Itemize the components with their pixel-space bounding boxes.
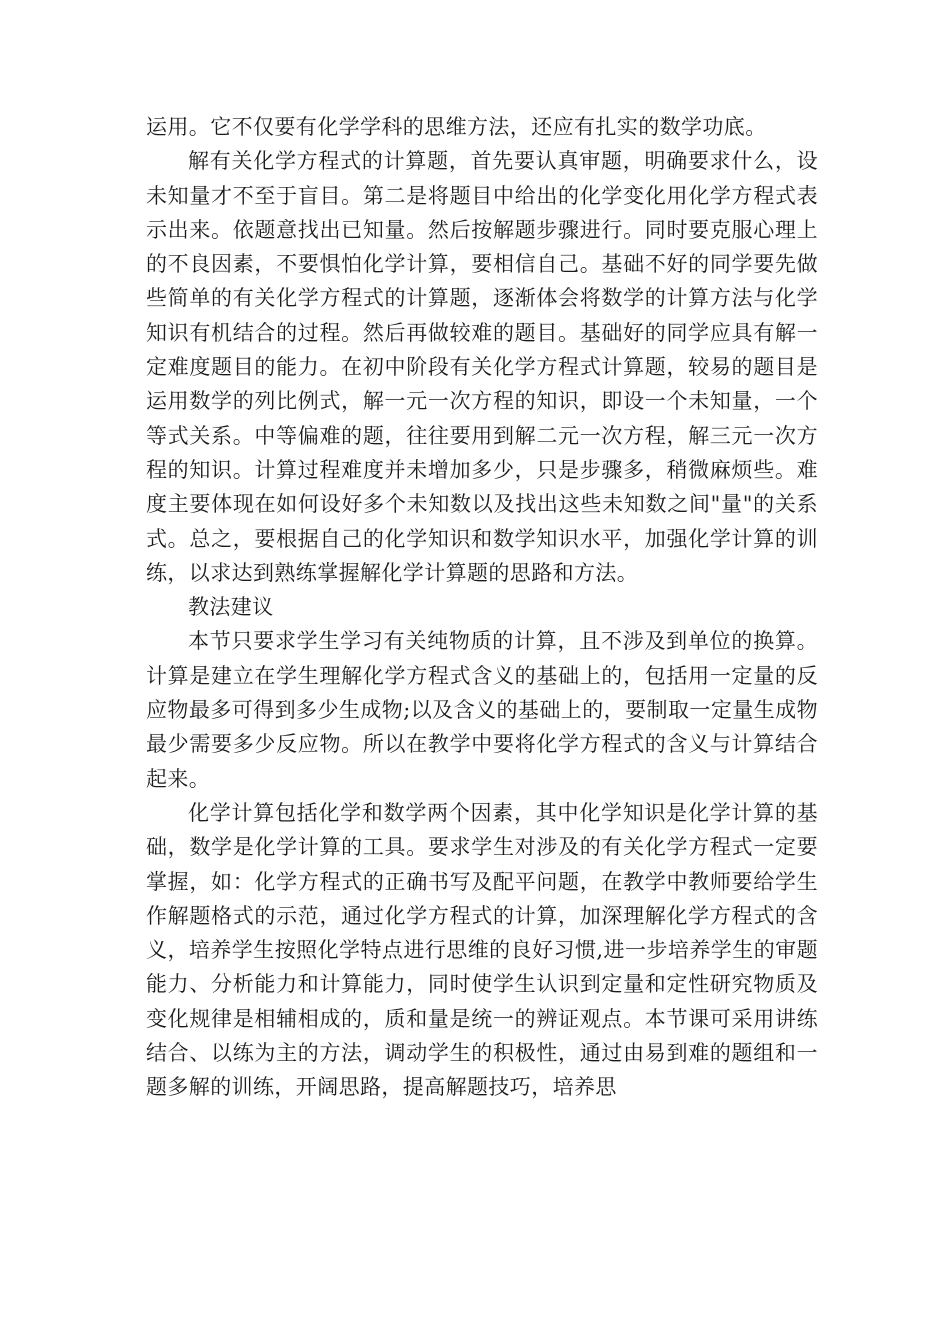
paragraph-chemistry-and-math: 化学计算包括化学和数学两个因素，其中化学知识是化学计算的基础，数学是化学计算的工具。要求学生对涉及的有关化学方程式一定要掌握，如：化学方程式的正确书写及配平问题，在教学中教师要给学生作解题格式的示范，通过化学方程式的计算，加深理解化学方程式的含义，培养学生按照化学特点进行思维的良好习惯,进一步培养学生的审题能力、分析能力和计算能力，同时使学生认识到定量和定性研究物质及变化规律是相辅相成的，质和量是统一的辨证观点。本节课可采用讲练结合、以练为主的方法，调动学生的积极性，通过由易到难的题组和一题多解的训练，开阔思路，提高解题技巧，培养思 [146, 800, 818, 1100]
section-heading-teaching-suggestions: 教法建议 [188, 595, 274, 620]
continuation-paragraph: 运用。它不仅要有化学学科的思维方法，还应有扎实的数学功底。 [146, 115, 767, 139]
paragraph-solving-method: 解有关化学方程式的计算题，首先要认真审题，明确要求什么，设未知量才不至于盲目。第二是将题目中给出的化学变化用化学方程式表示出来。依题意找出已知量。然后按解题步骤进行。同时要克服心理上的不良因素，不要惧怕化学计算，要相信自己。基础不好的同学要先做些简单的有关化学方程式的计算题，逐渐体会将数学的计算方法与化学知识有机结合的过程。然后再做较难的题目。基础好的同学应具有解一定难度题目的能力。在初中阶段有关化学方程式计算题，较易的题目是运用数学的列比例式，解一元一次方程的知识，即设一个未知量，一个等式关系。中等偏难的题，往往要用到解二元一次方程，解三元一次方程的知识。计算过程难度并未增加多少，只是步骤多，稍微麻烦些。难度主要体现在如何设好多个未知数以及找出这些未知数之间"量"的关系式。总之，要根据自己的化学知识和数学知识水平，加强化学计算的训练，以求达到熟练掌握解化学计算题的思路和方法。 [146, 149, 818, 585]
paragraph-scope: 本节只要求学生学习有关纯物质的计算，且不涉及到单位的换算。计算是建立在学生理解化学方程式含义的基础上的，包括用一定量的反应物最多可得到多少生成物;以及含义的基础上的，要制取一定量生成物最少需要多少反应物。所以在教学中要将化学方程式的含义与计算结合起来。 [146, 629, 818, 791]
document-body [146, 110, 818, 1105]
